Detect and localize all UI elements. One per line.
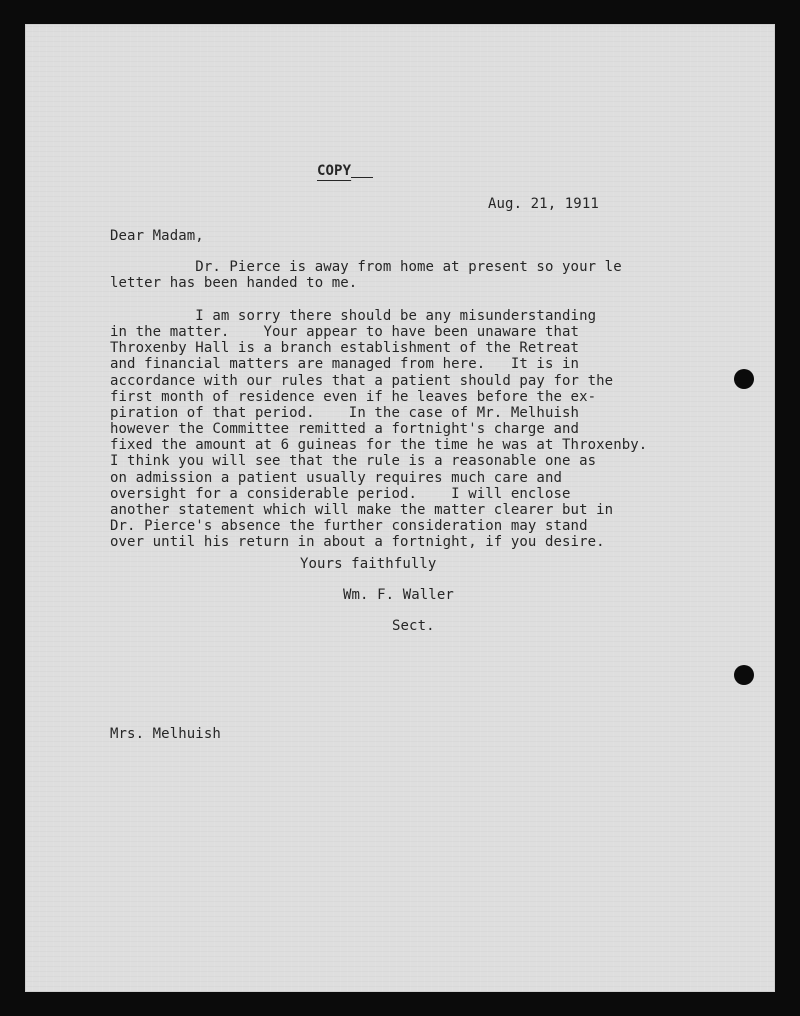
signature: Wm. F. Waller [343, 587, 454, 603]
paragraph-2: I am sorry there should be any misunderstanding in the matter. Your appear to have been unaware that Throxenby Hall is a branch establishment of the Retreat and financial matters are managed from here. It is in accordance with our rules that a patient should pay for the first month of residence even if he leaves before the ex- piration of that period. In the case of Mr. Melhuish however the Committee remitted a fortnight's charge and fixed the amount at 6 guineas for the time he was at Throxenby. I think you will see that the rule is a reasonable one as on admission a patient usually requires much care and oversight for a considerable period. I will enclose another statement which will make the matter clearer but in Dr. Pierce's absence the further consideration may stand over until his return in about a fortnight, if you desire. [110, 308, 648, 551]
punch-hole-upper [734, 369, 754, 389]
closing: Yours faithfully [300, 556, 437, 572]
punch-hole-lower [734, 665, 754, 685]
copy-heading: COPY [317, 163, 373, 179]
letter-date: Aug. 21, 1911 [488, 196, 599, 212]
salutation: Dear Madam, [110, 228, 204, 244]
signer-title: Sect. [392, 618, 435, 634]
paragraph-1: Dr. Pierce is away from home at present so your le letter has been handed to me. [110, 259, 622, 291]
addressee: Mrs. Melhuish [110, 726, 221, 742]
